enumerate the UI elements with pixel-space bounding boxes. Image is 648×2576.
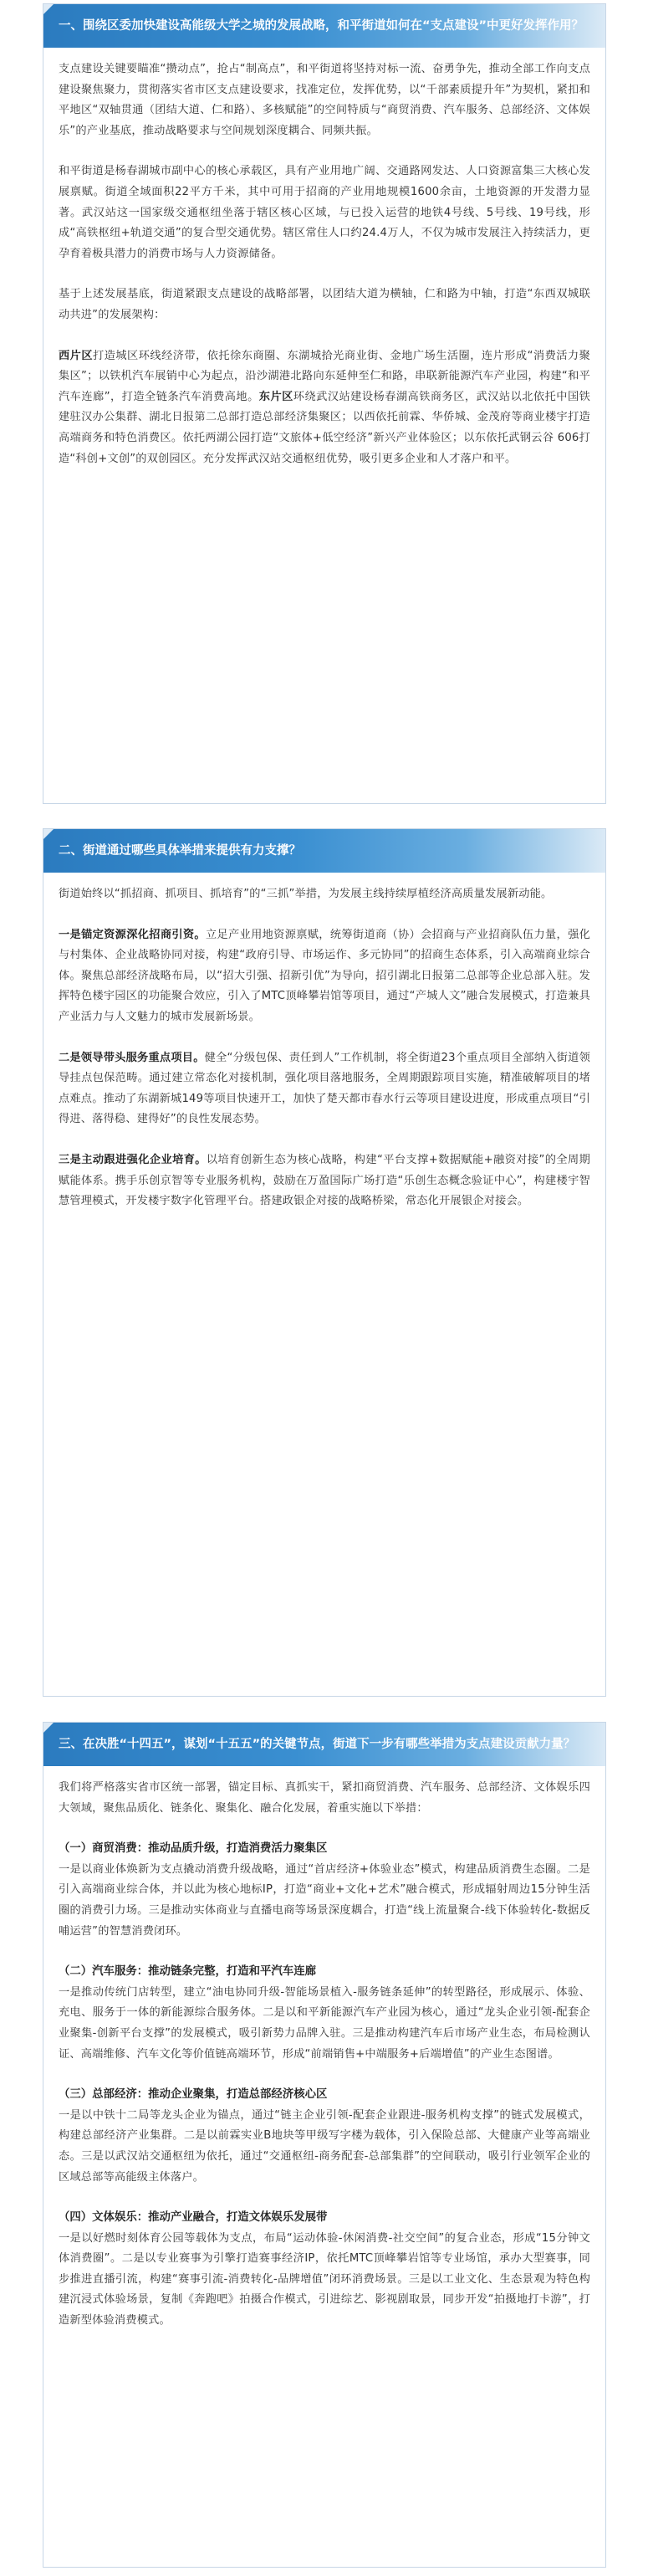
section-header-1 [43, 4, 605, 48]
west-text: 打造城区环线经济带，依托徐东商圈、东湖城拾光商业街、金地广场生活圈，连片形成“消费活力聚集区”；以铁机汽车展销中心为起点，沿沙湖港北路向东延伸至仁和路，串联新能源汽车产业园，构建“和平汽车连廊”，打造全链条汽车消费高地。 [59, 349, 590, 403]
subsection-auto [59, 1962, 590, 2065]
section-header-2 [43, 829, 605, 873]
corner-decoration-icon [43, 1723, 54, 1733]
paragraph-west-east [59, 346, 590, 470]
measure-label-1: 一是锚定资源深化招商引资。 [59, 928, 206, 941]
west-label: 西片区 [59, 349, 94, 362]
section-card-3 [43, 1722, 606, 2568]
paragraph [59, 1150, 590, 1212]
section-body-3 [43, 1766, 605, 2345]
section-header-3 [43, 1723, 605, 1766]
section-title-2: 二、街道通过哪些具体举措来提供有力支撑？ [59, 844, 301, 858]
paragraph: 和平街道是杨春湖城市副中心的核心承载区，具有产业用地广阔、交通路网发达、人口资源富集三大核心发展禀赋。街道全域面积22平方千米，其中可用于招商的产业用地规模1600余亩，土地资源的开发潜力显著。武汉站这一国家级交通枢纽坐落于辖区核心区域，与已投入运营的地铁4号线、5号线、19号线，形成“高铁枢纽+轨道交通”的复合型交通优势。辖区常住人口约24.4万人，不仅为城市发展注入持续活力，更孕育着极具潜力的消费市场与人力资源储备。 [59, 165, 590, 260]
paragraph: 基于上述发展基底，街道紧跟支点建设的战略部署，以团结大道为横轴，仁和路为中轴，打造“东西双城联动共进”的发展架构： [59, 288, 590, 321]
section-body-1 [43, 48, 605, 483]
subsection-heading: （三）总部经济：推动企业聚集，打造总部经济核心区 [59, 2088, 328, 2102]
paragraph [59, 925, 590, 1028]
subsection-text: 一是以好燃时刻体育公园等载体为支点，布局“运动体验-休闲消费-社交空间”的复合业态，形成“15分钟文体消费圈”。二是以专业赛事为引擎打造赛事经济IP，依托MTC顶峰攀岩馆等专业场馆，承办大型赛事，同步推进直播引流，构建“赛事引流-消费转化-品牌增值”闭环消费场景。三是以工业文化、生态景观为特色构建沉浸式体验场景，复制《奔跑吧》拍摄合作模式，引进综艺、影视剧取景，同步开发“拍摄地打卡游”，打造新型体验消费模式。 [59, 2231, 590, 2328]
paragraph: 街道始终以“抓招商、抓项目、抓培育”的“三抓”举措，为发展主线持续厚植经济高质量发展新动能。 [59, 888, 553, 900]
subsection-heading: （二）汽车服务：推动链条完整，打造和平汽车连廊 [59, 1965, 316, 1979]
subsection-headquarters [59, 2085, 590, 2188]
subsection-text: 一是以商业体焕新为支点撬动消费升级战略，通过“首店经济+体验业态”模式，构建品质消费生态圈。二是引入高端商业综合体，并以此为核心地标IP，打造“商业+文化+艺术”融合模式，形成辐射周边15分钟生活圈的消费引力场。三是推动实体商业与直播电商等场景深度耦合，打造“线上流量聚合-线下体验转化-数据反哺运营”的智慧消费闭环。 [59, 1862, 590, 1938]
subsection-commerce [59, 1839, 590, 1942]
subsection-heading: （一）商贸消费：推动品质升级，打造消费活力聚集区 [59, 1842, 328, 1856]
subsection-heading: （四）文体娱乐：推动产业融合，打造文体娱乐发展带 [59, 2211, 328, 2225]
east-label: 东片区 [258, 390, 293, 403]
measure-label-2: 二是领导带头服务重点项目。 [59, 1051, 205, 1064]
section-card-2 [43, 828, 606, 1697]
subsection-text: 一是以中铁十二局等龙头企业为锚点，通过“链主企业引领-配套企业跟进-服务机构支撑”的链式发展模式，构建总部经济产业集群。二是以前霖实业B地块等甲级写字楼为载体，引入保险总部、大健康产业等高端业态。三是以武汉站交通枢纽为依托，通过“交通枢纽-商务配套-总部集群”的空间联动，吸引行业领军企业的区域总部等高能级主体落户。 [59, 2108, 590, 2184]
paragraph: 我们将严格落实省市区统一部署，锚定目标、真抓实干，紧扣商贸消费、汽车服务、总部经济、文体娱乐四大领域，聚焦品质化、链条化、聚集化、融合化发展，着重实施以下举措： [59, 1781, 590, 1815]
section-body-2 [43, 873, 605, 1226]
section-title-3: 三、在决胜“十四五”，谋划“十五五”的关键节点，街道下一步有哪些举措为支点建设贡献力量？ [59, 1738, 576, 1751]
measure-label-3: 三是主动跟进强化企业培育。 [59, 1153, 207, 1166]
measure-text-2: 健全“分级包保、责任到人”工作机制，将全街道23个重点项目全部纳入街道领导挂点包保范畴。通过建立常态化对接机制，强化项目落地服务，全周期跟踪项目实施，精准破解项目的堵点难点。推动了东湖新城149等项目快速开工，加快了楚天都市春水行云等项目建设进度，形成重点项目“引得进、落得稳、建得好”的良性发展态势。 [59, 1051, 590, 1126]
measure-text-3: 以培育创新生态为核心战略，构建“平台支撑+数据赋能+融资对接”的全周期赋能体系。携手乐创京智等专业服务机构，鼓励在万盈国际广场打造“乐创生态概念验证中心”，构建楼宇智慧管理模式，开发楼宇数字化管理平台。搭建政银企对接的战略桥梁，常态化开展银企对接会。 [59, 1153, 590, 1208]
section-card-1 [43, 3, 606, 804]
measure-text-1: 立足产业用地资源禀赋，统筹街道商（协）会招商与产业招商队伍力量，强化与村集体、企业战略协同对接，构建“政府引导、市场运作、多元协同”的招商生态体系，引入高端商业综合体。聚焦总部经济战略布局，以“招大引强、招新引优”为导向，招引湖北日报第二总部等企业总部入驻。发挥特色楼宇园区的功能聚合效应，引入了MTC顶峰攀岩馆等项目，通过“产城人文”融合发展模式，打造兼具产业活力与人文魅力的城市发展新场景。 [59, 928, 590, 1023]
section-title-1: 一、围绕区委加快建设高能级大学之城的发展战略，和平街道如何在“支点建设”中更好发挥作用？ [59, 19, 584, 33]
corner-decoration-icon [43, 829, 54, 839]
corner-decoration-icon [43, 4, 54, 14]
subsection-culture-sports [59, 2208, 590, 2332]
paragraph: 支点建设关键要瞄准“攒动点”，抢占“制高点”，和平街道将坚持对标一流、奋勇争先，推动全部工作向支点建设聚焦聚力，贯彻落实省市区支点建设要求，找准定位，发挥优势，以“千部素质提升年”为契机，紧扣和平地区“双轴贯通（团结大道、仁和路）、多核赋能”的空间特质与“商贸消费、汽车服务、总部经济、文体娱乐”的产业基底，推动战略要求与空间规划深度耦合、同频共振。 [59, 63, 590, 137]
paragraph [59, 1048, 590, 1130]
subsection-text: 一是推动传统门店转型，建立“油电协同升级-智能场景植入-服务链条延伸”的转型路径，形成展示、体验、充电、服务于一体的新能源综合服务体。二是以和平新能源汽车产业园为核心，通过“龙头企业引领-配套企业聚集-创新平台支撑”的发展模式，吸引新势力品牌入驻。三是推动构建汽车后市场产业生态，布局检测认证、高端维修、汽车文化等价值链高端环节，形成“前端销售+中端服务+后端增值”的产业生态图谱。 [59, 1985, 590, 2061]
east-text: 环绕武汉站建设杨春湖高铁商务区，武汉站以北依托中国铁建驻汉办公集群、湖北日报第二总部打造总部经济集聚区；以西依托前霖、华侨城、金茂府等商业楼宇打造高端商务和特色消费区。依托两湖公园打造“文旅体+低空经济”新兴产业体验区；以东依托武钢云谷 606打造“科创+文创”的双创园区。充分发挥武汉站交通枢纽优势，吸引更多企业和人才落户和平。 [59, 390, 591, 465]
